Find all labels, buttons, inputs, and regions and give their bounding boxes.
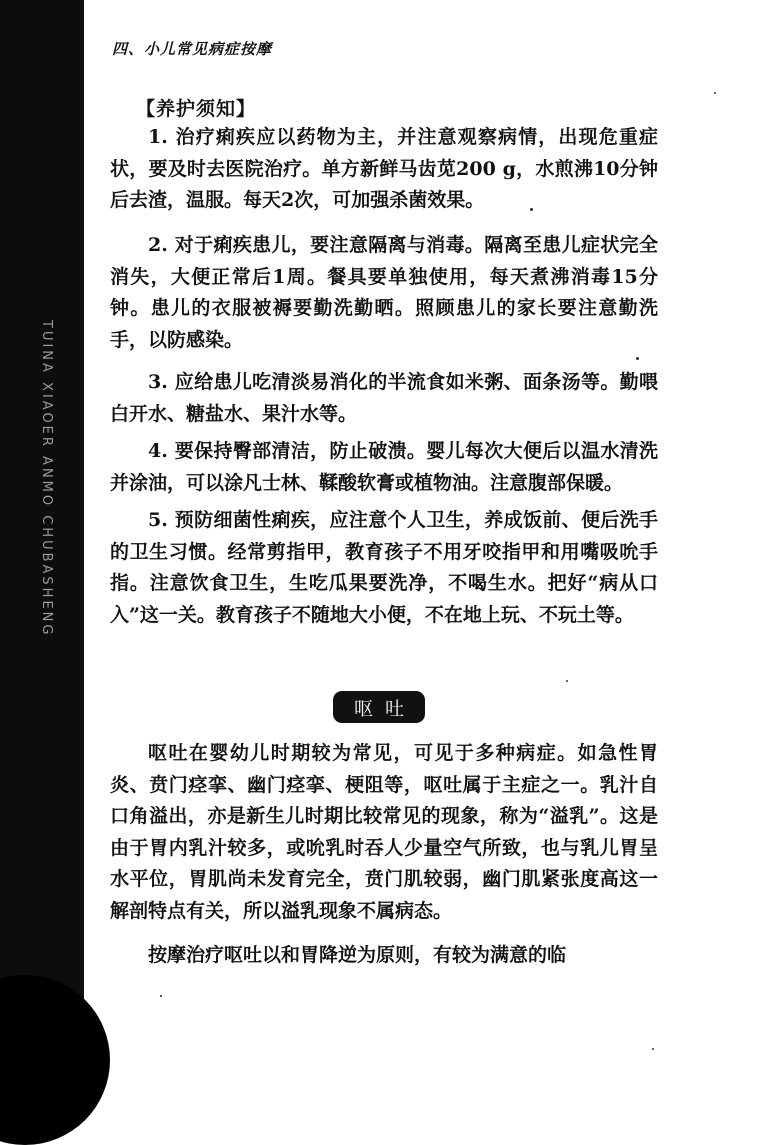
care-note-5: 5. 预防细菌性痢疾，应注意个人卫生，养成饭前、便后洗手的卫生习惯。经常剪指甲，教育孩子不用牙咬指甲和用嘴吸吮手指。注意饮食卫生，生吃瓜果要洗净，不喝生水。把好“病从口入”这一关。教育孩子不随地大小便，不在地上玩、不玩土等。 [110,509,658,626]
running-header: 四、小儿常见病症按摩 [112,40,273,58]
scan-speck [714,92,716,94]
care-note-4: 4. 要保持臀部清洁，防止破溃。婴儿每次大便后以温水清洗并涂油，可以涂凡士林、鞣酸软膏或植物油。注意腹部保暖。 [110,440,658,494]
scan-speck [160,995,162,997]
care-note-2: 2. 对于痢疾患儿，要注意隔离与消毒。隔离至患儿症状完全消失，大便正常后1周。餐具要单独使用，每天煮沸消毒15分钟。患儿的衣服被褥要勤洗勤晒。照顾患儿的家长要注意勤洗手，以防感染。 [110,234,658,351]
scan-speck [566,680,568,682]
corner-shadow [0,975,110,1145]
side-band-text: TUINA XIAOER ANMO CHUBASHENG [39,320,54,638]
binding-edge-band [0,0,84,1076]
vomiting-title: 呕吐 [353,697,416,720]
care-notes-heading: 【养护须知】 [136,98,257,120]
scan-speck [530,208,533,211]
care-note-3: 3. 应给患儿吃清淡易消化的半流食如米粥、面条汤等。勤喂白开水、糖盐水、果汁水等。 [110,371,658,425]
vomiting-intro-paragraph: 呕吐在婴幼儿时期较为常见，可见于多种病症。如急性胃炎、贲门痉挛、幽门痉挛、梗阻等，呕吐属于主症之一。乳汁自口角溢出，亦是新生儿时期比较常见的现象，称为“溢乳”。这是由于胃内乳汁较多，或吮乳时吞人少量空气所致，也与乳儿胃呈水平位，胃肌尚未发育完全，贲门肌较弱，幽门肌紧张度高这一解剖特点有关，所以溢乳现象不属病态。 [110,742,658,922]
care-note-1: 1. 治疗痢疾应以药物为主，并注意观察病情，出现危重症状，要及时去医院治疗。单方新鲜马齿苋200 g，水煎沸10分钟后去渣，温服。每天2次，可加强杀菌效果。 [110,126,658,211]
vomiting-title-box [333,691,425,723]
vomiting-treatment-paragraph: 按摩治疗呕吐以和胃降逆为原则，有较为满意的临 [148,944,567,966]
scan-speck [652,1048,654,1050]
scan-speck [636,357,639,360]
